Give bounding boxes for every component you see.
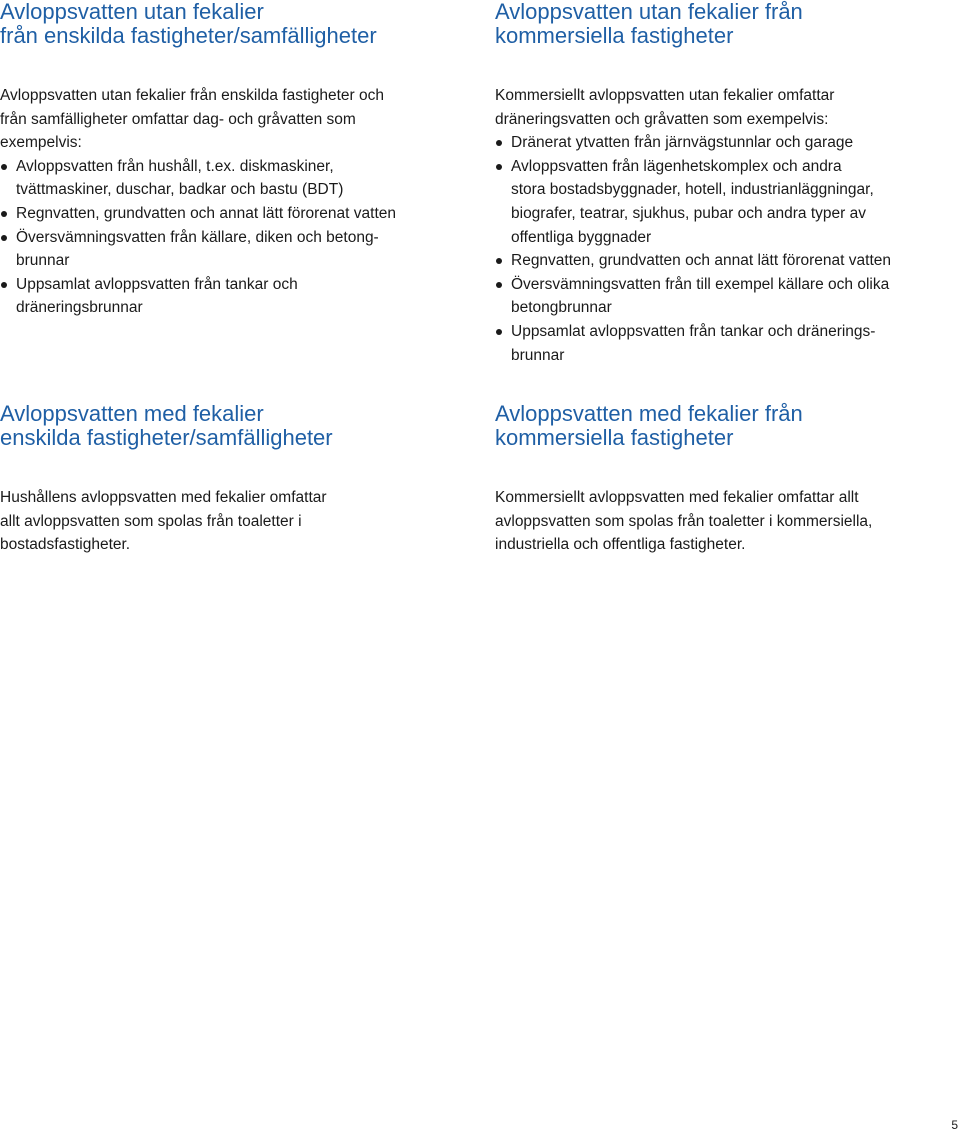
section-heading: Avloppsvatten med fekalier enskilda fastigheter/samfälligheter	[0, 401, 333, 450]
list-item: Uppsamlat avloppsvatten från tankar och dränerings- brunnar	[495, 320, 957, 367]
section-intro: Avloppsvatten utan fekalier från enskilda fastigheter och från samfälligheter omfattar dag- och gråvatten som exempelvis:	[0, 87, 385, 152]
section-intro: Kommersiellt avloppsvatten utan fekalier omfattar dräneringsvatten och gråvatten som exempelvis:	[495, 87, 835, 128]
list-item: Avloppsvatten från hushåll, t.ex. diskmaskiner, tvättmaskiner, duschar, badkar och bastu (BDT)	[0, 155, 462, 202]
section-intro: Kommersiellt avloppsvatten med fekalier omfattar allt avloppsvatten som spolas från toaletter i kommersiella, industriella och offentliga fastigheter.	[495, 489, 873, 554]
section-heading: Avloppsvatten med fekalier från kommersiella fastigheter	[495, 401, 803, 450]
bullet-list	[0, 155, 462, 320]
list-item: Regnvatten, grundvatten och annat lätt förorenat vatten	[495, 249, 957, 273]
page-number: 5	[951, 1118, 958, 1132]
list-item: Översvämningsvatten från källare, diken och betong- brunnar	[0, 226, 462, 273]
section-heading: Avloppsvatten utan fekalier från kommersiella fastigheter	[495, 0, 803, 48]
list-item: Avloppsvatten från lägenhetskomplex och andra stora bostadsbyggnader, hotell, industrianläggningar, biografer, teatrar, sjukhus, pubar och andra typer av offentliga byggnader	[495, 155, 957, 249]
list-item: Regnvatten, grundvatten och annat lätt förorenat vatten	[0, 202, 462, 226]
list-item: Uppsamlat avloppsvatten från tankar och dräneringsbrunnar	[0, 273, 462, 320]
section-greywater-private	[0, 0, 462, 320]
list-item: Översvämningsvatten från till exempel källare och olika betongbrunnar	[495, 273, 957, 320]
section-intro: Hushållens avloppsvatten med fekalier omfattar allt avloppsvatten som spolas från toaletter i bostadsfastigheter.	[0, 489, 327, 554]
section-blackwater-commercial	[495, 402, 957, 557]
list-item: Dränerat ytvatten från järnvägstunnlar och garage	[495, 131, 957, 155]
section-greywater-commercial	[495, 0, 957, 367]
bullet-list	[495, 131, 957, 367]
section-blackwater-private	[0, 402, 462, 557]
section-heading: Avloppsvatten utan fekalier från enskilda fastigheter/samfälligheter	[0, 0, 377, 48]
